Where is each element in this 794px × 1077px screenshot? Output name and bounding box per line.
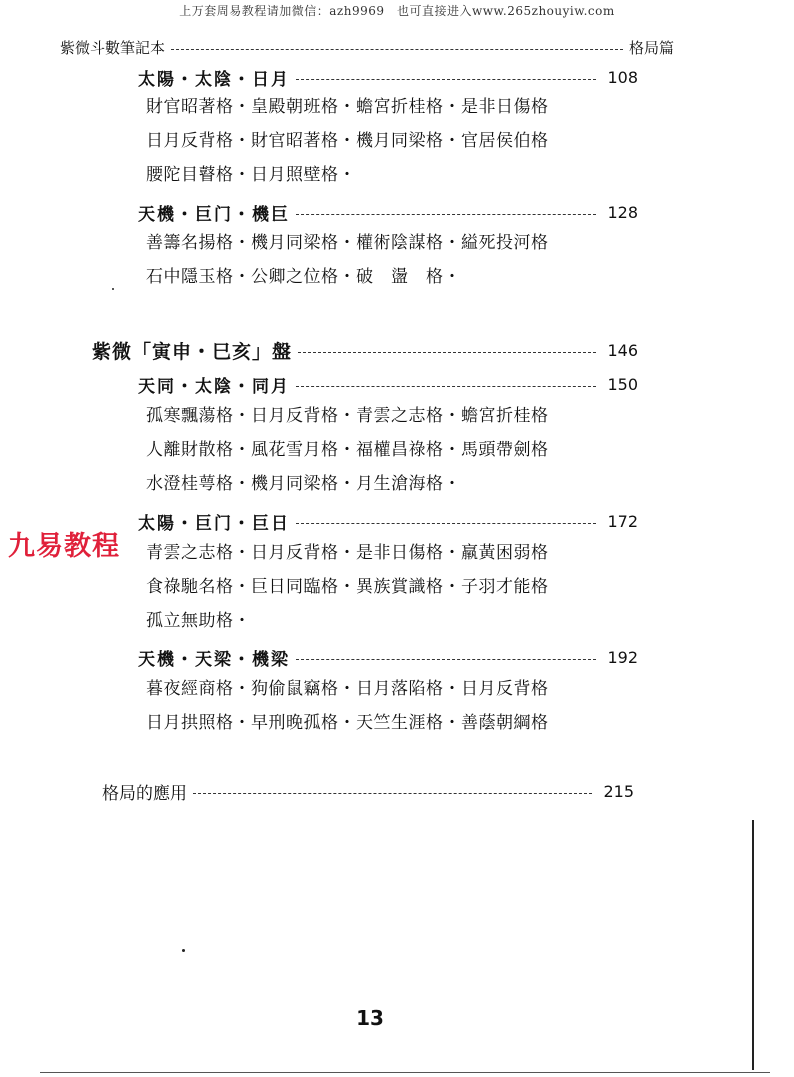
dot-leader — [296, 523, 596, 524]
toc-chapter-application — [102, 778, 634, 804]
toc-heading: 天機・天梁・機梁 — [138, 649, 290, 670]
dot-leader — [296, 79, 596, 80]
toc-section-ji-liang — [138, 644, 638, 670]
toc-entry[interactable] — [138, 199, 638, 225]
pattern-list — [146, 540, 549, 634]
list-item: 石中隱玉格・公卿之位格・破 盪 格・ — [146, 267, 461, 287]
list-item: 財官昭著格・皇殿朝班格・蟾宮折桂格・是非日傷格 — [146, 97, 549, 117]
toc-section-ju-ri — [138, 508, 638, 534]
toc-entry[interactable] — [138, 508, 638, 534]
toc-heading: 紫微「寅申・巳亥」盤 — [92, 340, 293, 363]
toc-section-ji-ju — [138, 199, 638, 225]
pattern-list — [146, 94, 549, 188]
section-title: 格局篇 — [628, 38, 674, 57]
watermark-stamp: 九易教程 — [8, 531, 120, 562]
toc-heading: 太陽・太陰・日月 — [138, 69, 290, 90]
list-item: 腰陀目瞽格・日月照壁格・ — [146, 165, 356, 185]
dot-leader — [193, 793, 592, 794]
list-item: 善籌名揚格・機月同梁格・權術陰謀格・縊死投河格 — [146, 233, 549, 253]
toc-entry[interactable] — [138, 64, 638, 90]
toc-heading: 天機・巨门・機巨 — [138, 204, 290, 225]
toc-chapter-yin-shen — [92, 337, 638, 363]
dot-leader — [298, 352, 596, 353]
scan-edge-line — [40, 1072, 770, 1073]
toc-entry[interactable] — [138, 371, 638, 397]
list-item: 水澄桂萼格・機月同梁格・月生滄海格・ — [146, 474, 461, 494]
toc-section-tong-yue — [138, 371, 638, 397]
toc-entry[interactable] — [92, 337, 638, 363]
toc-entry[interactable] — [138, 644, 638, 670]
toc-heading: 格局的應用 — [102, 783, 187, 804]
list-item: 日月拱照格・早刑晚孤格・天竺生涯格・善蔭朝綱格 — [146, 713, 549, 733]
toc-heading: 太陽・巨门・巨日 — [138, 513, 290, 534]
pattern-list — [146, 676, 549, 736]
list-item: 食祿馳名格・巨日同臨格・異族賞識格・子羽才能格 — [146, 577, 549, 597]
toc-heading: 天同・太陰・同月 — [138, 376, 290, 397]
toc-entry[interactable] — [102, 778, 634, 804]
list-item: 暮夜經商格・狗偷鼠竊格・日月落陷格・日月反背格 — [146, 679, 549, 699]
toc-page-number: 150 — [607, 374, 638, 394]
toc-page-number: 215 — [603, 781, 634, 801]
list-item: 人離財散格・風花雪月格・福權昌祿格・馬頭帶劍格 — [146, 440, 549, 460]
scan-speck — [182, 949, 185, 952]
toc-page-number: 146 — [607, 340, 638, 360]
dot-leader — [296, 386, 596, 387]
scan-speck — [112, 288, 114, 290]
toc-page-number: 172 — [607, 511, 638, 531]
toc-section-sun-moon — [138, 64, 638, 90]
toc-page-number: 108 — [607, 67, 638, 87]
list-item: 孤寒飄蕩格・日月反背格・青雲之志格・蟾宮折桂格 — [146, 406, 549, 426]
running-head — [60, 36, 674, 58]
list-item: 青雲之志格・日月反背格・是非日傷格・羸黃困弱格 — [146, 543, 549, 563]
list-item: 日月反背格・財官昭著格・機月同梁格・官居侯伯格 — [146, 131, 549, 151]
dot-leader — [296, 214, 596, 215]
toc-page-number: 128 — [607, 202, 638, 222]
book-title: 紫微斗數筆記本 — [60, 38, 166, 57]
pattern-list — [146, 230, 549, 290]
page-number: 13 — [356, 1006, 384, 1030]
list-item: 孤立無助格・ — [146, 611, 251, 631]
dot-leader — [296, 659, 596, 660]
watermark-banner: 上万套周易教程请加微信：azh9969 也可直接进入www.265zhouyiw.com — [179, 4, 615, 18]
scan-edge-line — [752, 820, 754, 1070]
dot-leader — [171, 49, 623, 50]
pattern-list — [146, 403, 549, 497]
toc-page-number: 192 — [607, 647, 638, 667]
